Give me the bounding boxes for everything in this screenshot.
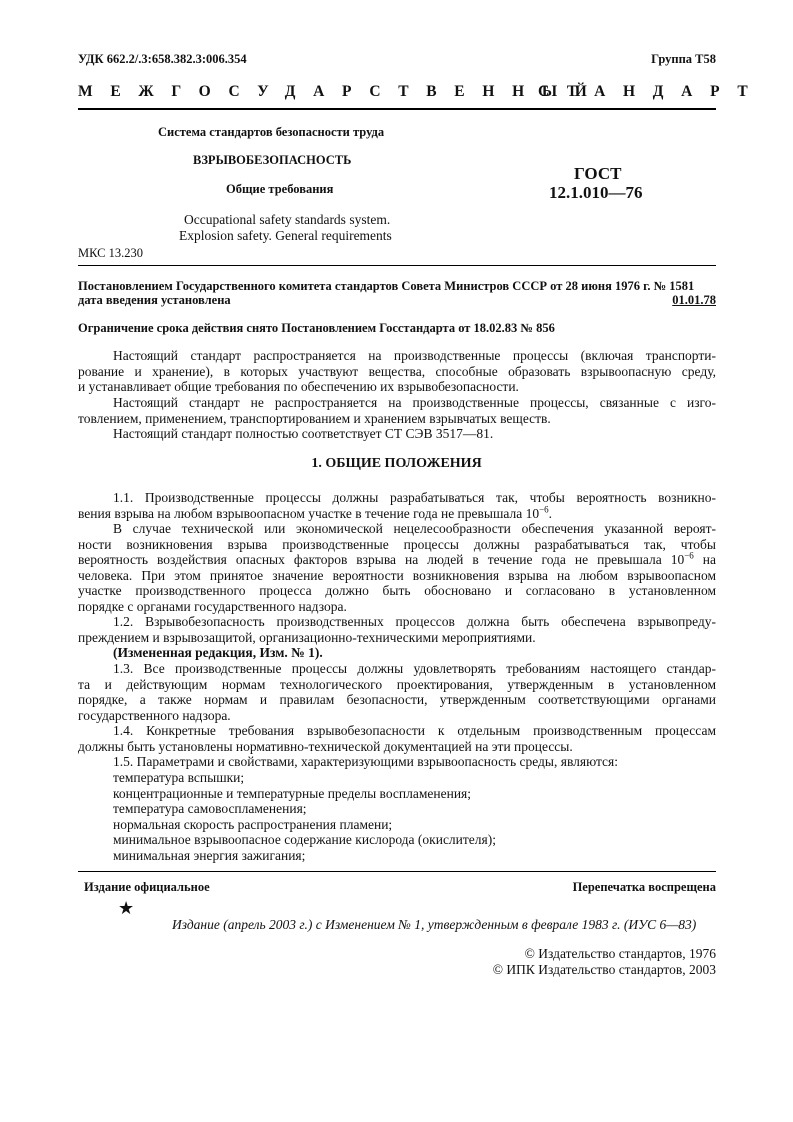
intro-paragraph-1: Настоящий стандарт распространяется на производственные процессы (включая транспорти- рование и хранение), в которых участвуют вещества, способные образовать взрывоопасную среду, и устанавливает общие требования по обеспечению их взрывобезопасности.: [78, 348, 716, 394]
banner-rule: [78, 108, 716, 110]
list-item: минимальная энергия зажигания;: [113, 847, 306, 863]
copyright-1976: © Издательство стандартов, 1976: [524, 946, 716, 961]
clause-1-1: 1.1. Производственные процессы должны разрабатываться так, чтобы вероятность возникно- вения взрыва на любом взрывоопасном участке в течение года не превышала $10^{-6}$.: [78, 490, 716, 521]
document-subtitle: Общие требования: [226, 182, 334, 196]
intro-paragraph-2: Настоящий стандарт не распространяется на производственные процессы, связанные с изго- товлением, применением, транспортированием и хранением взрывчатых веществ.: [78, 395, 716, 426]
list-item: концентрационные и температурные пределы воспламенения;: [113, 785, 472, 801]
parameter-list: [113, 770, 496, 863]
copyright-2003: © ИПК Издательство стандартов, 2003: [492, 962, 716, 977]
banner-word-interstate: МЕЖГОСУДАРСТВЕННЫЙ: [78, 83, 605, 100]
intro-date: 01.01.78: [672, 293, 716, 307]
intro-paragraph-3: Настоящий стандарт полностью соответствует СТ СЭВ 3517—81.: [113, 426, 494, 441]
mks-code: МКС 13.230: [78, 246, 143, 260]
intro-date-label: дата введения установлена: [78, 293, 231, 307]
list-item: температура самовоспламенения;: [113, 801, 307, 816]
reprint-prohibited: Перепечатка воспрещена: [572, 880, 716, 894]
list-item: нормальная скорость распространения пламени;: [113, 816, 393, 832]
clause-1-3: 1.3. Все производственные процессы должны удовлетворять требованиям настоящего стандар- та и действующим нормам технологического проектирования, утвержденным в установленном порядке, а также нормам и правилам безопасности, утвержденным соответствующими органами государственного надзора.: [78, 661, 716, 723]
group-code: Группа Т58: [651, 52, 716, 66]
edition-note: Издание (апрель 2003 г.) с Изменением № 1, утвержденным в феврале 1983 г. (ИУС 6—83): [172, 917, 697, 932]
english-title-line1: Occupational safety standards system.: [184, 212, 391, 227]
section-heading: 1. ОБЩИЕ ПОЛОЖЕНИЯ: [311, 456, 482, 471]
title-rule: [78, 265, 716, 266]
gost-number: 12.1.010—76: [549, 183, 643, 202]
clause-1-4: 1.4. Конкретные требования взрывобезопасности к отдельным производственным процессам должны быть установлены нормативно-технической документацией на эти процессы.: [78, 723, 716, 754]
clause-1-1-continuation: В случае технической или экономической нецелесообразности обеспечения указанной вероят- ности возникновения взрыва производственные процессы должны разрабатываться так, чтобы вероятность воздействия опасных факторов взрыва на людей в течение года не превышала $10^{-6}$ на человека. При этом принятое значение вероятности возникновения взрыва на любом взрывоопасном участке производственного процесса должно быть обосновано и согласовано в установленном порядке с органами государственного надзора.: [78, 521, 717, 614]
document-title: ВЗРЫВОБЕЗОПАСНОСТЬ: [193, 153, 352, 167]
list-item: температура вспышки;: [113, 770, 245, 785]
clause-1-5: 1.5. Параметрами и свойствами, характеризующими взрывоопасность среды, являются:: [113, 754, 619, 769]
amendment-note: (Измененная редакция, Изм. № 1).: [113, 645, 323, 660]
list-item: минимальное взрывоопасное содержание кислорода (окислителя);: [113, 832, 496, 847]
english-title-line2: Explosion safety. General requirements: [179, 228, 392, 243]
footer-rule: [78, 871, 716, 872]
udk-code: УДК 662.2/.3:658.382.3:006.354: [78, 52, 247, 66]
banner-word-standard: СТАНДАРТ: [538, 83, 766, 100]
star-icon: ★: [118, 898, 135, 918]
decree-line: Постановлением Государственного комитета стандартов Совета Министров СССР от 28 июня 1976 г. № 1581: [78, 279, 695, 293]
official-edition: Издание официальное: [84, 880, 210, 894]
restriction-note: Ограничение срока действия снято Постановлением Госстандарта от 18.02.83 № 856: [78, 321, 555, 335]
system-name: Система стандартов безопасности труда: [158, 125, 385, 139]
gost-label: ГОСТ: [574, 164, 622, 183]
clause-1-2: 1.2. Взрывобезопасность производственных процессов должна быть обеспечена взрывопреду- преждением и взрывозащитой, организационно-техническими мероприятиями.: [78, 614, 716, 645]
